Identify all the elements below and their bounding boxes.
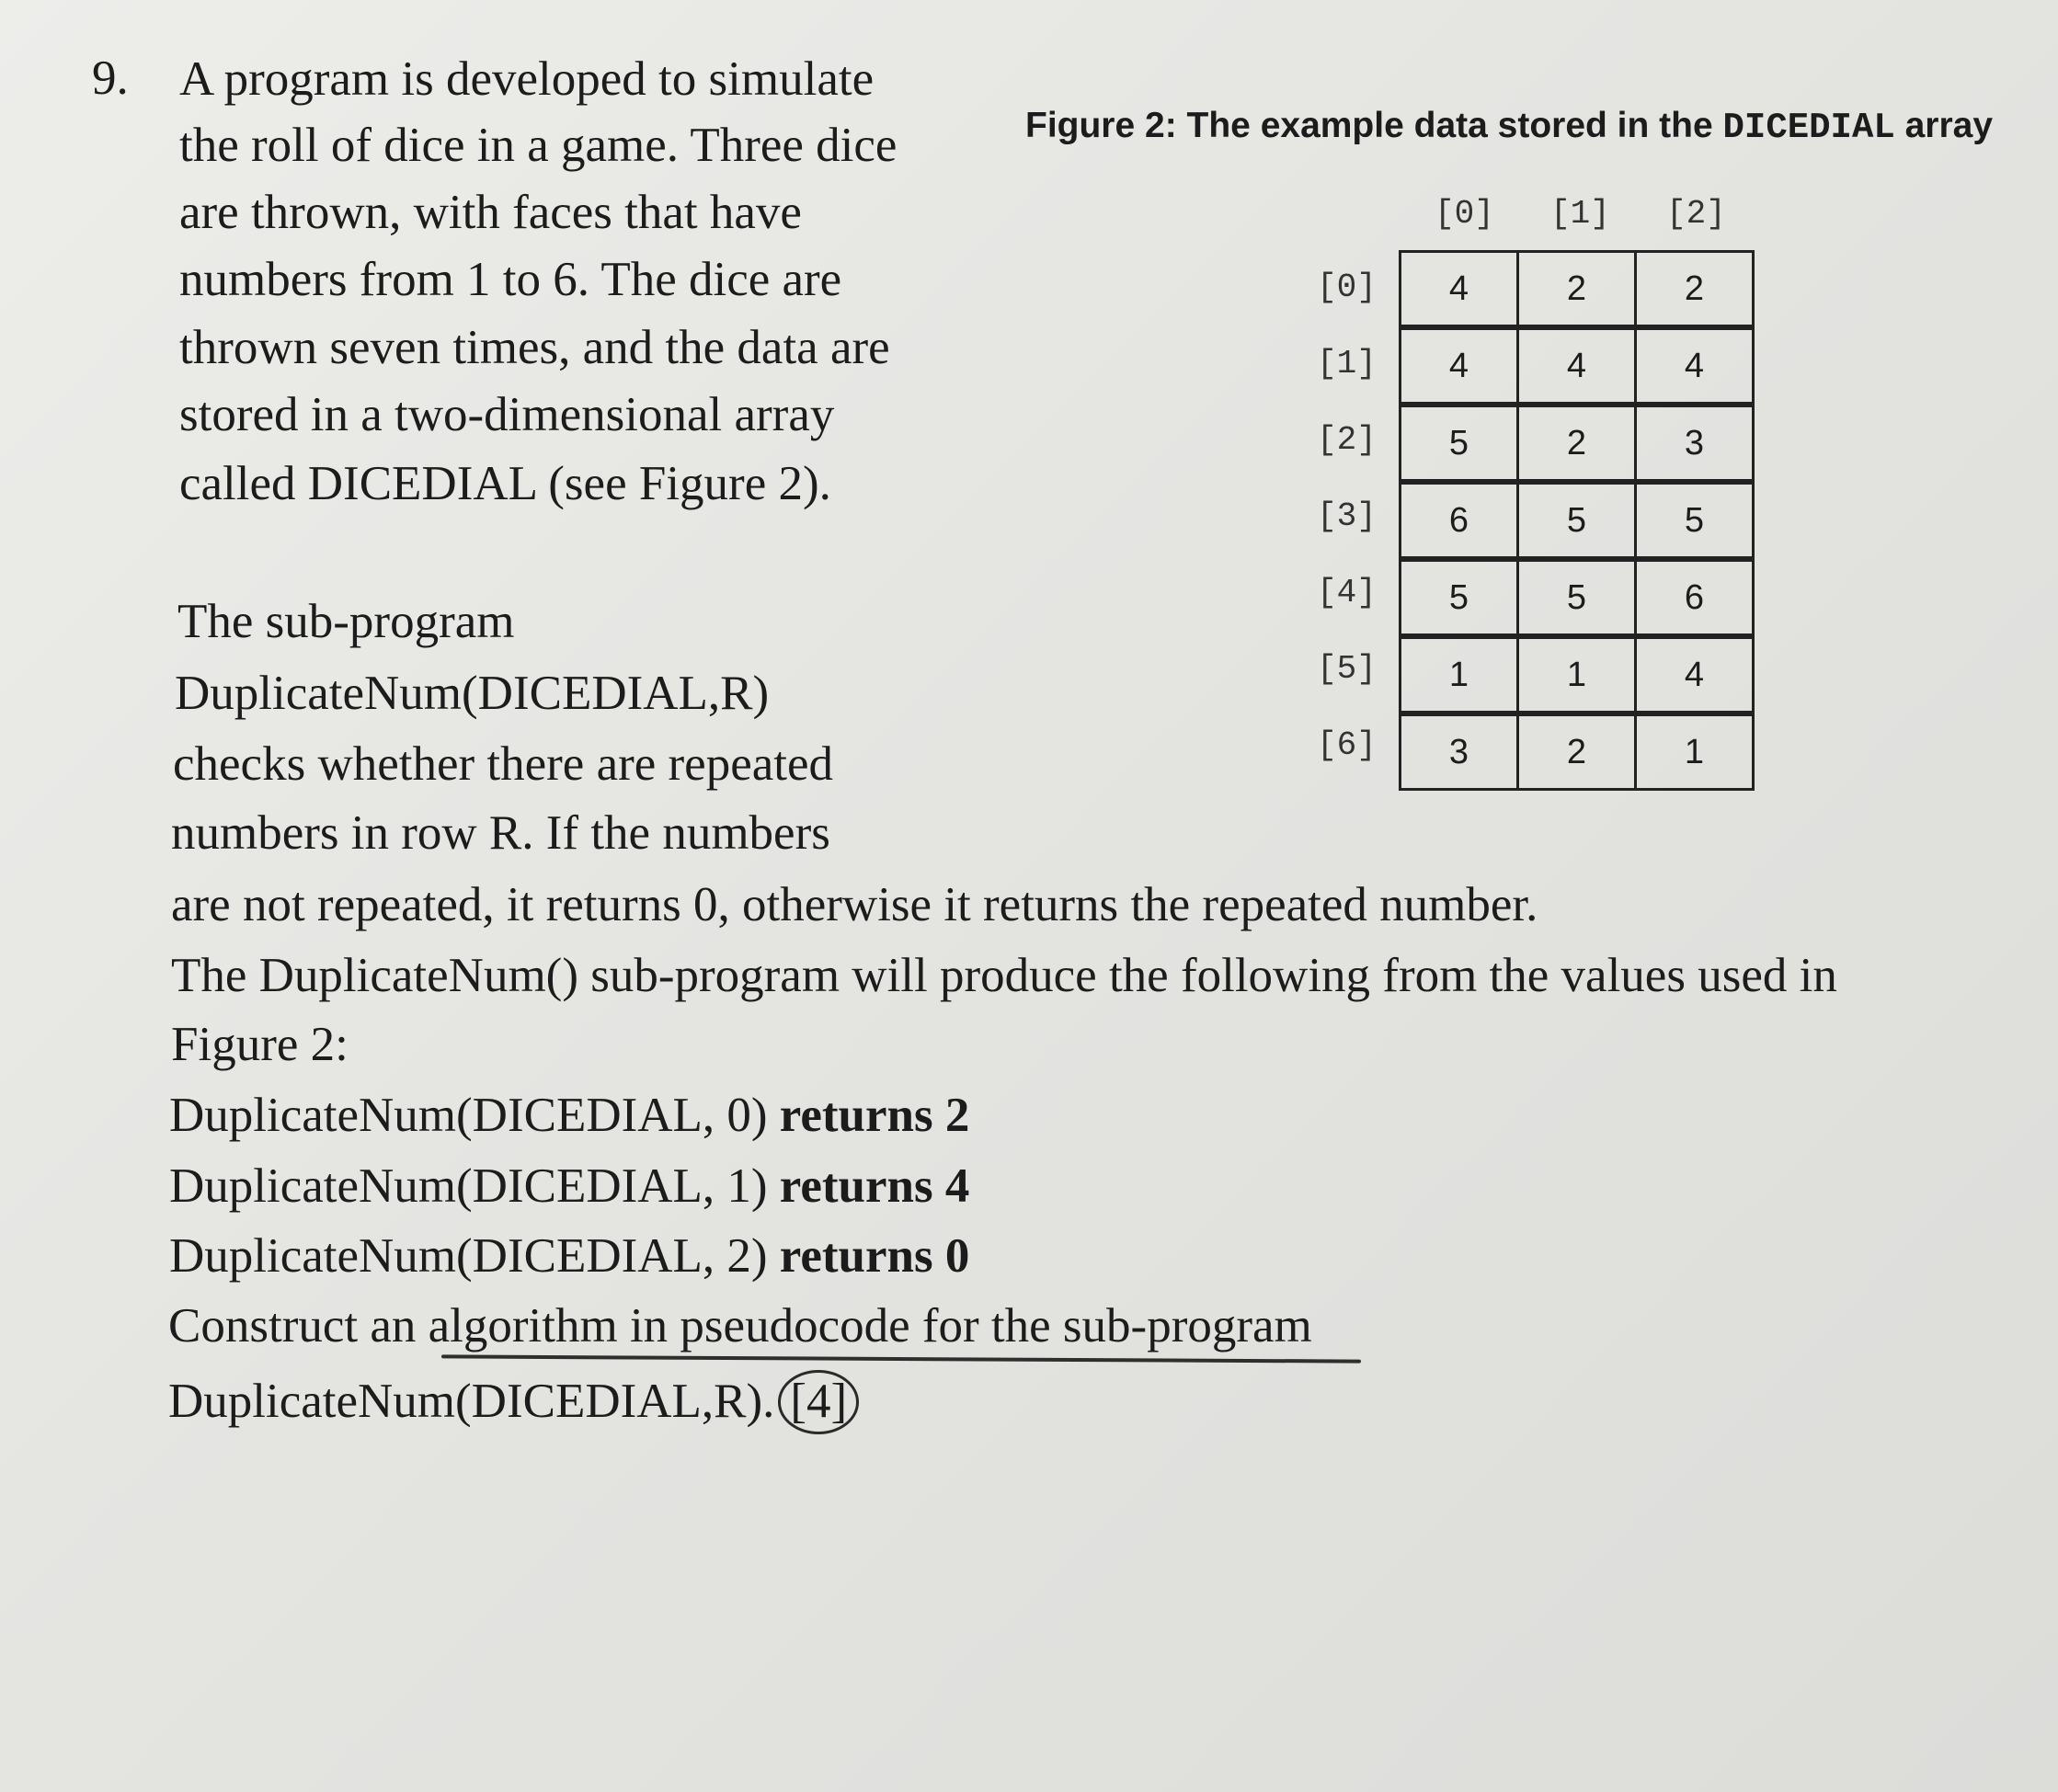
- col-header-1: [1]: [1550, 195, 1610, 233]
- table-cell: 6: [1636, 559, 1754, 636]
- sub-line-5: are not repeated, it returns 0, otherwise it returns the repeated number.: [171, 878, 1538, 931]
- example-line-1: [169, 1091, 969, 1140]
- intro-line-2: the roll of dice in a game. Three dice: [179, 119, 898, 172]
- table-cell: 4: [1518, 327, 1636, 405]
- table-cell: 4: [1401, 327, 1518, 405]
- intro-line-5: thrown seven times, and the data are: [179, 321, 890, 374]
- example-line-2: [169, 1159, 970, 1213]
- table-row: [1401, 482, 1754, 559]
- table-cell: 1: [1518, 636, 1636, 713]
- caption-prefix: Figure 2: The example data stored in the: [1025, 106, 1723, 145]
- row-header-0: [0]: [1317, 268, 1377, 306]
- table-cell: 2: [1636, 252, 1754, 328]
- row-header-3: [3]: [1317, 497, 1377, 535]
- row-header-5: [5]: [1317, 650, 1377, 688]
- table-cell: 6: [1401, 482, 1518, 559]
- figure-caption: [1025, 106, 1993, 148]
- caption-array-name: DICEDIAL: [1722, 108, 1895, 148]
- table-cell: 2: [1518, 713, 1636, 790]
- table-row: [1401, 405, 1754, 482]
- example-line-3: [169, 1229, 970, 1283]
- sub-line-7: Figure 2:: [171, 1018, 349, 1071]
- table-row: [1401, 252, 1754, 328]
- intro-line-6: stored in a two-dimensional array: [179, 388, 835, 441]
- table-cell: 4: [1636, 327, 1754, 405]
- col-header-0: [0]: [1435, 195, 1494, 233]
- task-line-2: [168, 1370, 859, 1434]
- example-call: DuplicateNum(DICEDIAL, 2): [169, 1229, 780, 1283]
- table-cell: 3: [1401, 713, 1518, 790]
- table-cell: 3: [1636, 405, 1754, 482]
- task-line-1: Construct an algorithm in pseudocode for the sub-program: [168, 1299, 1312, 1353]
- row-header-6: [6]: [1317, 726, 1377, 764]
- table-cell: 5: [1518, 559, 1636, 636]
- intro-line-1: A program is developed to simulate: [179, 52, 875, 106]
- intro-line-3: are thrown, with faces that have: [179, 186, 802, 239]
- task-text: DuplicateNum(DICEDIAL,R).: [168, 1375, 775, 1428]
- example-call: DuplicateNum(DICEDIAL, 0): [169, 1089, 780, 1142]
- table-row: [1401, 636, 1754, 713]
- table-cell: 2: [1518, 252, 1636, 328]
- table-cell: 2: [1518, 405, 1636, 482]
- example-result: returns 2: [779, 1089, 970, 1142]
- handwritten-underline: [441, 1354, 1361, 1363]
- table-cell: 5: [1401, 405, 1518, 482]
- table-row: [1401, 713, 1754, 790]
- table-cell: 1: [1401, 636, 1518, 713]
- example-result: returns 4: [779, 1159, 970, 1213]
- table-cell: 5: [1401, 559, 1518, 636]
- row-header-4: [4]: [1317, 574, 1377, 611]
- example-result: returns 0: [779, 1229, 970, 1283]
- table-row: [1401, 327, 1754, 405]
- col-header-2: [2]: [1666, 195, 1726, 233]
- table-cell: 4: [1636, 636, 1754, 713]
- sub-line-3: checks whether there are repeated: [173, 737, 833, 791]
- table-cell: 4: [1401, 252, 1518, 328]
- sub-line-4: numbers in row R. If the numbers: [171, 806, 830, 860]
- example-call: DuplicateNum(DICEDIAL, 1): [169, 1159, 780, 1213]
- table-cell: 1: [1636, 713, 1754, 790]
- question-number: 9.: [92, 51, 129, 105]
- table-cell: 5: [1636, 482, 1754, 559]
- row-header-1: [1]: [1317, 345, 1377, 382]
- sub-line-6: The DuplicateNum() sub-program will produce the following from the values used in: [171, 949, 1837, 1002]
- caption-suffix: array: [1894, 106, 1994, 145]
- dicedial-table: [1399, 250, 1755, 791]
- marks-circled: [4]: [778, 1370, 859, 1434]
- table-cell: 5: [1518, 482, 1636, 559]
- row-header-2: [2]: [1317, 421, 1377, 459]
- table-row: [1401, 559, 1754, 636]
- sub-line-1: The sub-program: [177, 595, 515, 648]
- intro-line-4: numbers from 1 to 6. The dice are: [179, 253, 842, 306]
- sub-line-2: DuplicateNum(DICEDIAL,R): [175, 667, 770, 720]
- intro-line-7: called DICEDIAL (see Figure 2).: [179, 457, 831, 510]
